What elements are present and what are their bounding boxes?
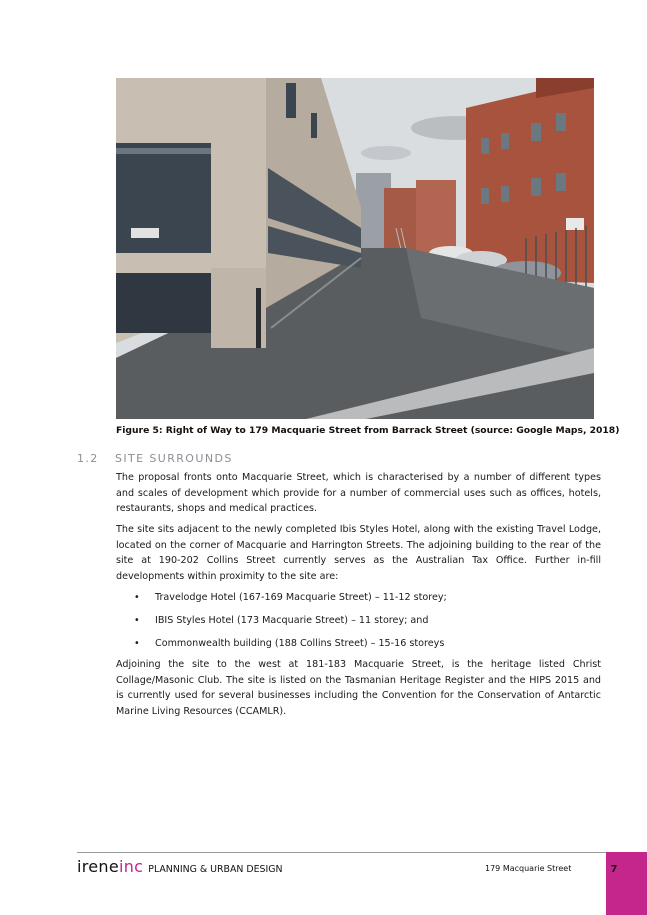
brand-name-accent: inc [119, 857, 144, 876]
paragraph-adjacent-sites: The site sits adjacent to the newly completed Ibis Styles Hotel, along with the existing Travel Lodge, located on the corner of Macquarie and Harrington Streets. The adjoining building to the rear of the site at 190-202 Collins Street currently serves as the Australian Tax Office. Further in-fill developments within proximity to the site are: [116, 524, 601, 582]
figure-photo [116, 78, 594, 419]
bullet-icon: • [134, 614, 140, 626]
section-number: 1.2 [77, 452, 99, 465]
page-number-tab [606, 852, 647, 915]
section-heading [77, 452, 233, 465]
figure-caption: Figure 5: Right of Way to 179 Macquarie Street from Barrack Street (source: Google Maps, 2018) [116, 425, 620, 436]
paragraph-heritage: Adjoining the site to the west at 181-183 Macquarie Street, is the heritage listed Christ Collage/Masonic Club. The site is listed on the Tasmanian Heritage Register and the HIPS 2015 and is currently used for several businesses including the Convention for the Conservation of Antarctic Marine Living Resources (CCAMLR). [116, 659, 601, 717]
paragraph-intro: The proposal fronts onto Macquarie Street, which is characterised by a number of different types and scales of development which provide for a number of commercial uses such as offices, hotels, restaurants, shops and medical practices. [116, 472, 601, 515]
brand-tagline: PLANNING & URBAN DESIGN [148, 864, 283, 875]
brand-logo [77, 857, 283, 876]
bullet-icon: • [134, 592, 140, 603]
infill-developments-list [116, 590, 601, 659]
footer-divider [77, 852, 607, 853]
bullet-icon: • [134, 637, 140, 649]
footer-address: 179 Macquarie Street [485, 864, 572, 873]
section-title: SITE SURROUNDS [115, 452, 233, 465]
list-item: • Travelodge Hotel (167-169 Macquarie Street) – 11-12 storey; [116, 590, 601, 606]
list-item: • Commonwealth building (188 Collins Street) – 15-16 storeys [116, 636, 601, 652]
list-item: • IBIS Styles Hotel (173 Macquarie Street) – 11 storey; and [116, 613, 601, 629]
brand-name: irene [77, 857, 119, 876]
page-number: 7 [610, 864, 618, 875]
